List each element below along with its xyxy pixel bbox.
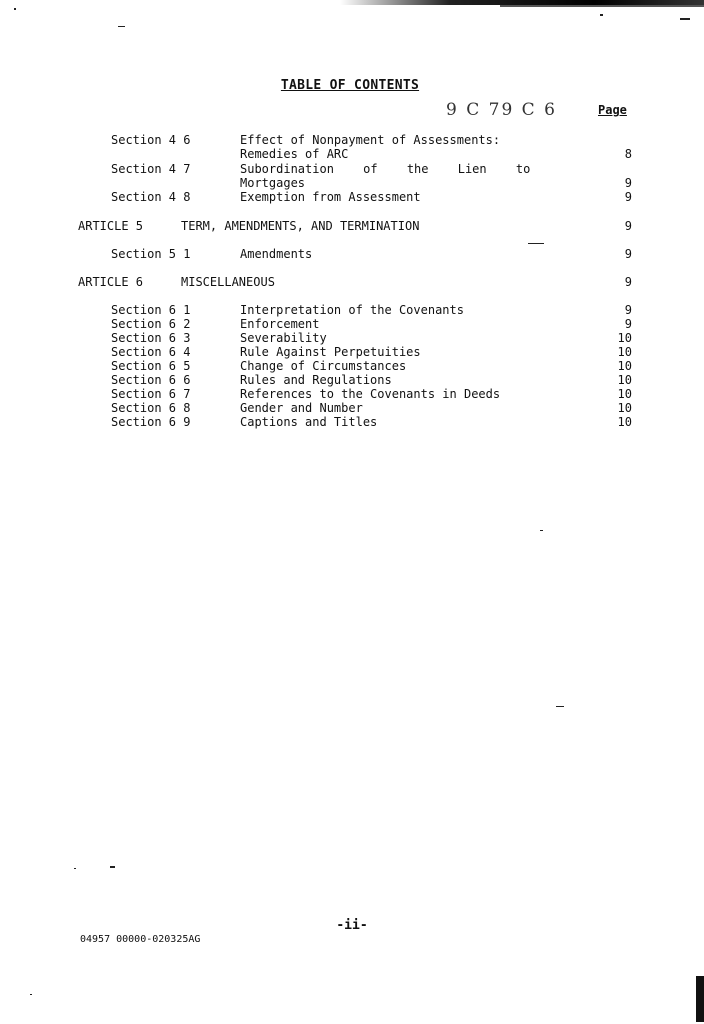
document-code: 04957 00000-020325AG <box>80 934 201 945</box>
section-number: Section 6 8 <box>111 401 191 415</box>
article-number: ARTICLE 6 <box>78 275 144 289</box>
page-number: 9 <box>624 247 632 261</box>
section-number: Section 6 1 <box>111 303 191 317</box>
section-title: Exemption from Assessment <box>240 190 421 204</box>
page-number: 9 <box>624 219 632 233</box>
page-number: 10 <box>617 387 632 401</box>
scan-speck <box>528 243 544 244</box>
page-number: 9 <box>624 176 632 190</box>
section-title-line2: Remedies of ARC <box>240 147 349 161</box>
section-number: Section 6 3 <box>111 331 191 345</box>
page-number: 10 <box>617 373 632 387</box>
section-number: Section 4 8 <box>111 190 191 204</box>
toc-heading: TABLE OF CONTENTS <box>280 78 420 93</box>
section-title: Change of Circumstances <box>240 359 407 373</box>
page-number: 9 <box>624 303 632 317</box>
section-number: Section 6 2 <box>111 317 191 331</box>
scan-speck <box>680 18 690 20</box>
section-title: Interpretation of the Covenants <box>240 303 464 317</box>
document-stamp: 9 C 79 C 6 <box>446 100 557 120</box>
page-number: 10 <box>617 345 632 359</box>
page-number: 10 <box>617 331 632 345</box>
article-number: ARTICLE 5 <box>78 219 144 233</box>
section-title: References to the Covenants in Deeds <box>240 387 501 401</box>
page-number: 10 <box>617 359 632 373</box>
section-title: Captions and Titles <box>240 415 378 429</box>
scan-speck <box>118 26 125 27</box>
section-number: Section 4 7 <box>111 162 191 176</box>
page-number: 9 <box>624 317 632 331</box>
page-number: 10 <box>617 401 632 415</box>
section-title: Gender and Number <box>240 401 363 415</box>
page-number: 10 <box>617 415 632 429</box>
section-title: Rules and Regulations <box>240 373 392 387</box>
section-title: Enforcement <box>240 317 320 331</box>
article-title: TERM, AMENDMENTS, AND TERMINATION <box>181 219 420 233</box>
section-title: Severability <box>240 331 327 345</box>
scan-speck <box>540 530 543 531</box>
scan-artifact-top-line <box>500 5 704 7</box>
page-number: 9 <box>624 190 632 204</box>
page-number: 9 <box>624 275 632 289</box>
section-number: Section 6 4 <box>111 345 191 359</box>
section-title-line2: Mortgages <box>240 176 306 190</box>
scan-speck <box>74 868 76 869</box>
page-number: 8 <box>624 147 632 161</box>
section-number: Section 6 5 <box>111 359 191 373</box>
scan-speck <box>110 866 115 868</box>
section-number: Section 4 6 <box>111 133 191 147</box>
article-title: MISCELLANEOUS <box>181 275 275 289</box>
page-footer-number: -ii- <box>336 918 368 933</box>
scan-speck <box>30 994 32 995</box>
section-number: Section 6 9 <box>111 415 191 429</box>
section-title: Amendments <box>240 247 313 261</box>
section-number: Section 6 7 <box>111 387 191 401</box>
scan-speck <box>600 14 603 16</box>
scan-edge-mark <box>696 976 704 1022</box>
scan-speck <box>14 8 16 10</box>
section-title: Effect of Nonpayment of Assessments: <box>240 133 501 147</box>
section-number: Section 6 6 <box>111 373 191 387</box>
section-title: Rule Against Perpetuities <box>240 345 421 359</box>
section-title: Subordination of the Lien to <box>240 162 531 176</box>
section-number: Section 5 1 <box>111 247 191 261</box>
scan-speck <box>556 706 564 707</box>
page-column-header: Page <box>598 103 627 117</box>
